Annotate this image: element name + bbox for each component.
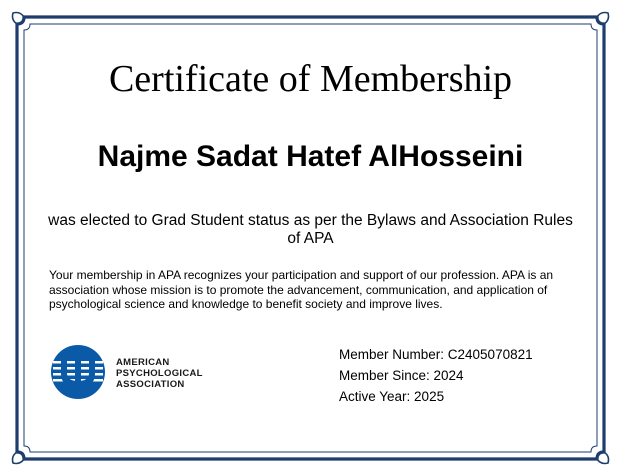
active-year: Active Year: 2025 (339, 389, 445, 404)
organization-name (116, 357, 203, 390)
member-details (339, 344, 533, 407)
apa-psi-logo-icon (49, 344, 107, 400)
member-number: Member Number: C2405070821 (339, 347, 533, 362)
member-since: Member Since: 2024 (339, 368, 464, 383)
membership-statement: was elected to Grad Student status as per the Bylaws and Association Rules of APA (48, 212, 573, 247)
organization-name-line: AMERICAN (116, 357, 170, 368)
apa-logo (49, 344, 209, 400)
organization-name-line: PSYCHOLOGICAL (116, 368, 203, 379)
certificate-title: Certificate of Membership (108, 58, 513, 100)
organization-name-line: ASSOCIATION (116, 379, 185, 390)
mission-paragraph: Your membership in APA recognizes your participation and support of our profession. APA is an association whose mission is to promote the advancement, communication, and application of psychological science and knowledge to benefit society and improve lives. (49, 268, 554, 311)
member-name: Najme Sadat Hatef AlHosseini (97, 140, 524, 173)
